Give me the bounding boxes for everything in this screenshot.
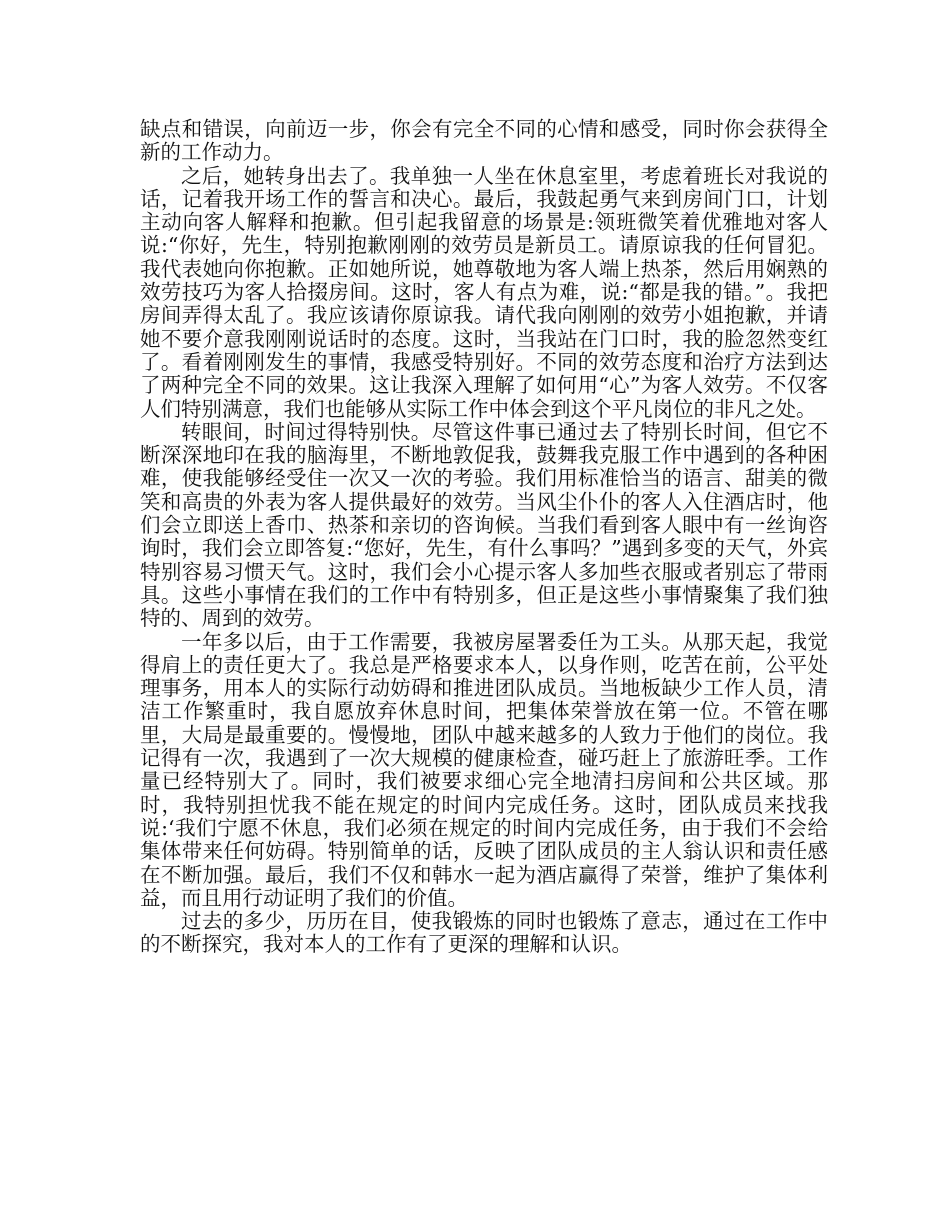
paragraph-conclusion: 过去的多少，历历在目，使我锻炼的同时也锻炼了意志，通过在工作中的不断探究，我对本人的工作有了更深的理解和认识。 [140, 909, 828, 957]
paragraph-service-experience: 转眼间，时间过得特别快。尽管这件事已通过去了特别长时间，但它不断深深地印在我的脑海里，不断地敦促我，鼓舞我克服工作中遇到的各种困难，使我能够经受住一次又一次的考验。我们用标准恰当的语言、甜美的微笑和高贵的外表为客人提供最好的效劳。当风尘仆仆的客人入住酒店时，他们会立即送上香巾、热茶和亲切的咨询候。当我们看到客人眼中有一丝询咨询时，我们会立即答复:“您好，先生，有什么事吗？”遇到多变的天气，外宾特别容易习惯天气。这时，我们会小心提示客人多加些衣服或者别忘了带雨具。这些小事情在我们的工作中有特别多，但正是这些小事情聚集了我们独特的、周到的效劳。 [140, 419, 828, 631]
paragraph-apology-scene: 之后，她转身出去了。我单独一人坐在休息室里，考虑着班长对我说的话，记着我开场工作的誓言和决心。最后，我鼓起勇气来到房间门口，计划主动向客人解释和抱歉。但引起我留意的场景是:领班微笑着优雅地对客人说:“你好，先生，特别抱歉刚刚的效劳员是新员工。请原谅我的任何冒犯。我代表她向你抱歉。正如她所说，她尊敬地为客人端上热茶，然后用娴熟的效劳技巧为客人拾掇房间。这时，客人有点为难，说:“都是我的错。”。我把房间弄得太乱了。我应该请你原谅我。请代我向刚刚的效劳小姐抱歉，并请她不要介意我刚刚说话时的态度。这时，当我站在门口时，我的脸忽然变红了。看着刚刚发生的事情，我感受特别好。不同的效劳态度和治疗方法到达了两种完全不同的效果。这让我深入理解了如何用“心”为客人效劳。不仅客人们特别满意，我们也能够从实际工作中体会到这个平凡岗位的非凡之处。 [140, 163, 828, 421]
document-body [140, 118, 828, 957]
paragraph-continuation: 缺点和错误，向前迈一步，你会有完全不同的心情和感受，同时你会获得全新的工作动力。 [140, 117, 828, 165]
paragraph-foreman-responsibility: 一年多以后，由于工作需要，我被房屋署委任为工头。从那天起，我觉得肩上的责任更大了。我总是严格要求本人，以身作则，吃苦在前，公平处理事务，用本人的实际行动妨碍和推进团队成员。当地板缺少工作人员，清洁工作繁重时，我自愿放弃休息时间，把集体荣誉放在第一位。不管在哪里，大局是最重要的。慢慢地，团队中越来越多的人致力于他们的岗位。我记得有一次，我遇到了一次大规模的健康检查，碰巧赶上了旅游旺季。工作量已经特别大了。同时，我们被要求细心完全地清扫房间和公共区域。那时，我特别担忧我不能在规定的时间内完成任务。这时，团队成员来找我说:‘我们宁愿不休息，我们必须在规定的时间内完成任务，由于我们不会给集体带来任何妨碍。特别简单的话，反映了团队成员的主人翁认识和责任感在不断加强。最后，我们不仅和韩水一起为酒店赢得了荣誉，维护了集体利益，而且用行动证明了我们的价值。 [140, 629, 828, 910]
